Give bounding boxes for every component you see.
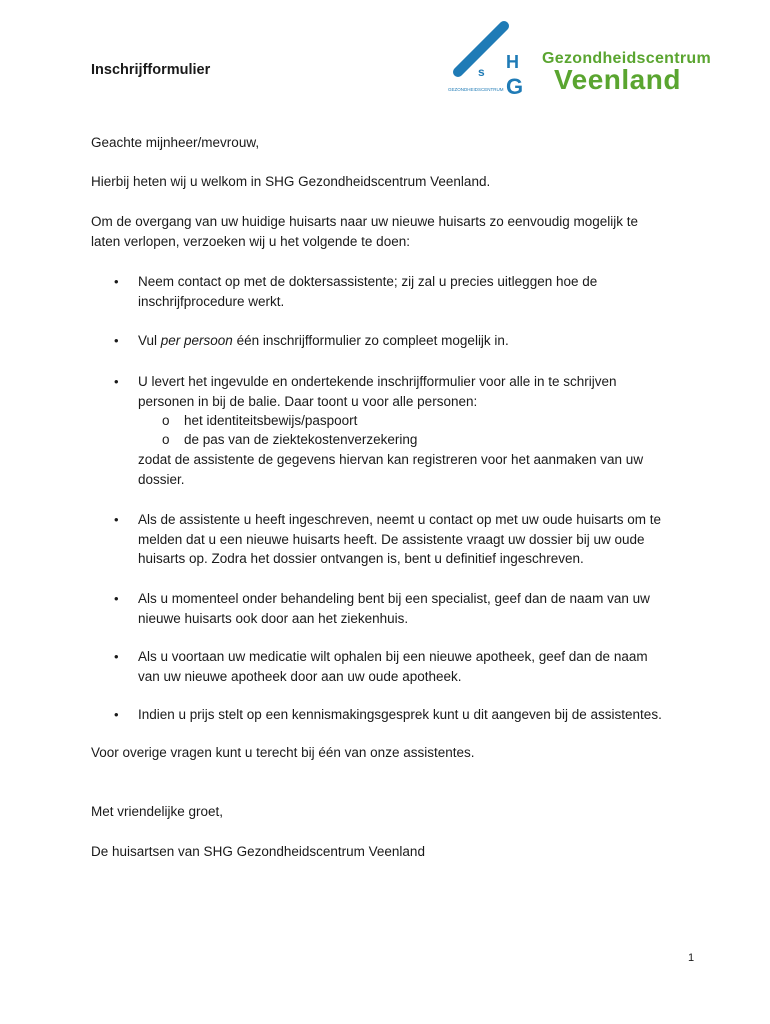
list-item-line: Neem contact op met de doktersassistente; zij zal u precies uitleggen hoe de [138,274,598,289]
intro-line: laten verlopen, verzoeken wij u het volgende te doen: [91,234,410,249]
bullet-marker: • [114,591,119,606]
bullet-marker: • [114,707,119,722]
regards: Met vriendelijke groet, [91,804,224,819]
list-item-line: melden dat u een nieuwe huisarts heeft. De assistente vraagt uw dossier bij uw oude [138,531,645,547]
signature: De huisartsen van SHG Gezondheidscentrum Veenland [91,844,425,859]
bullet-marker: • [114,649,119,664]
bullet-marker: • [114,274,119,289]
list-item-text: één inschrijfformulier zo compleet mogelijk in. [232,333,509,348]
list-item-line: zodat de assistente de gegevens hiervan kan registreren voor het aanmaken van uw [138,452,644,467]
list-item-line: U levert het ingevulde en ondertekende inschrijfformulier voor alle in te schrijven [138,374,617,389]
sub-bullet-marker: o [162,432,170,447]
intro-paragraph [91,212,691,252]
list-item-line: nieuwe huisarts ook door aan het ziekenhuis. [138,610,409,626]
logo-caption: GEZONDHEIDSCENTRUM [448,87,504,92]
list-item-line: personen in bij de balie. Daar toont u voor alle personen: [138,393,478,409]
logo-letter-s: s [478,65,485,79]
brand-name-line2: Veenland [554,64,681,95]
bullet-marker: • [114,512,119,527]
list-item-line: Indien u prijs stelt op een kennismakingsgesprek kunt u dit aangeven bij de assistentes. [138,707,662,722]
shg-logo-mark [444,20,544,98]
page-number: 1 [688,952,695,964]
bullet-marker: • [114,333,119,348]
list-item [138,372,698,411]
sub-list-item: het identiteitsbewijs/paspoort [184,413,358,428]
list-item [138,272,698,311]
intro-line: Om de overgang van uw huidige huisarts naar uw nieuwe huisarts zo eenvoudig mogelijk te [91,214,639,229]
logo-letter-h: H [506,52,519,72]
shg-logo [444,20,744,98]
brand-name-line1: Gezondheidscentrum [542,50,711,67]
list-item-line: dossier. [138,471,185,487]
list-item [138,705,698,725]
list-item-line: Als u voortaan uw medicatie wilt ophalen bij een nieuwe apotheek, geef dan de naam [138,649,648,664]
salutation: Geachte mijnheer/mevrouw, [91,135,260,150]
bullet-marker: • [114,374,119,389]
list-item-line: Als u momenteel onder behandeling bent bij een specialist, geef dan de naam van uw [138,591,650,606]
list-item-line: huisarts op. Zodra het dossier ontvangen is, bent u definitief ingeschreven. [138,551,584,566]
closing-note: Voor overige vragen kunt u terecht bij één van onze assistentes. [91,745,475,760]
list-item-text: Vul [138,333,161,348]
sub-bullet-marker: o [162,413,170,428]
list-item-line: Als de assistente u heeft ingeschreven, neemt u contact op met uw oude huisarts om te [138,512,662,527]
logo-letter-g: G [506,74,524,98]
list-item [138,589,698,628]
document-title: Inschrijfformulier [91,62,211,78]
list-item [138,510,698,569]
welcome-text: Hierbij heten wij u welkom in SHG Gezondheidscentrum Veenland. [91,174,491,189]
list-item-line: inschrijfprocedure werkt. [138,293,285,309]
list-item-line: van uw nieuwe apotheek door aan uw oude apotheek. [138,668,462,684]
list-item [138,331,698,351]
list-item [138,647,698,686]
list-item-continuation [138,450,698,489]
sub-list-item: de pas van de ziektekostenverzekering [184,432,418,447]
emphasis-text: per persoon [160,333,233,348]
